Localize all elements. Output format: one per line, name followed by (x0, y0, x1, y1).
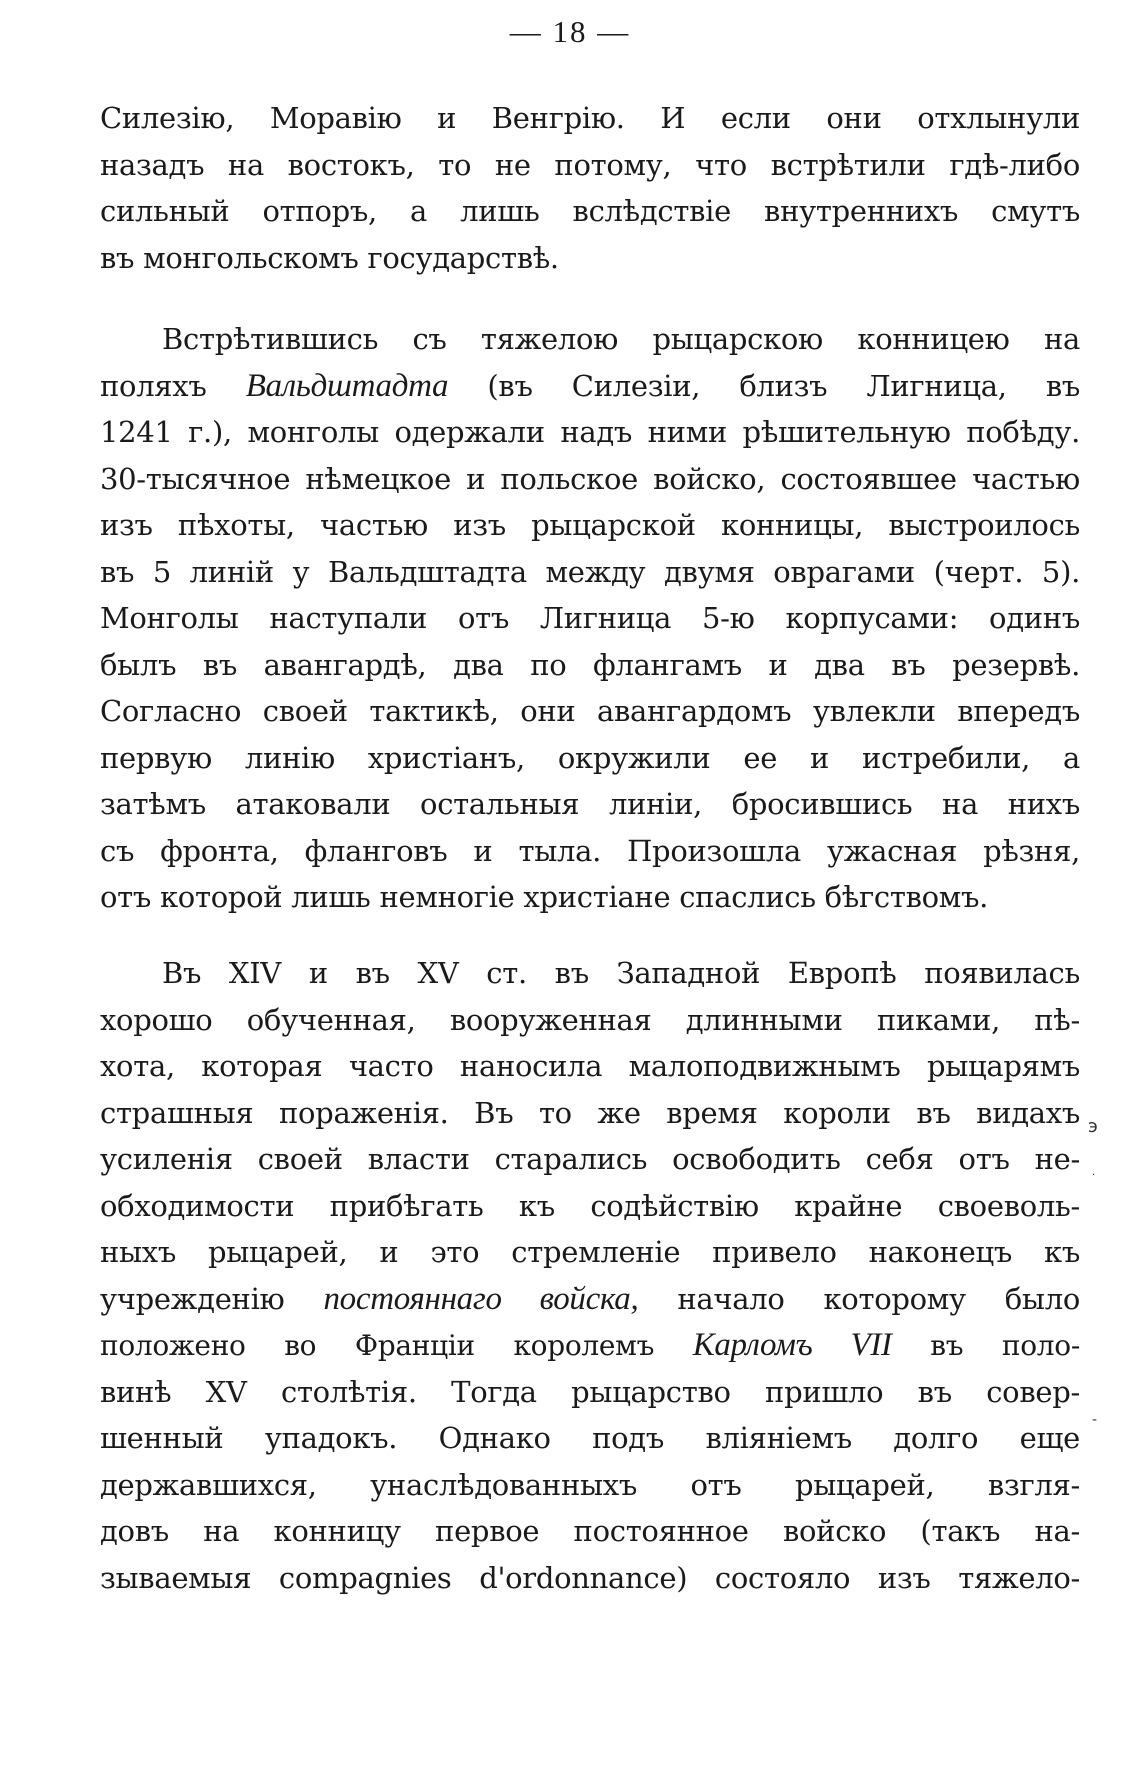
margin-mark: э (1088, 1116, 1098, 1137)
margin-mark: · (1092, 1170, 1096, 1181)
text-line: первую линію христіанъ, окружили ее и истребили, а (100, 740, 1080, 775)
italic-king-name: Карломъ VII (692, 1327, 892, 1363)
text-line: хота, которая часто наносила малоподвижнымъ рыцарямъ (100, 1049, 1080, 1083)
text-line: изъ пѣхоты, частью изъ рыцарской конницы, выстроилось (100, 508, 1080, 542)
text-line: Силезію, Моравію и Венгрію. И если они отхлынули (100, 101, 1080, 135)
paragraph-1 (100, 95, 1080, 281)
text-fragment: въ поло- (891, 1329, 1080, 1362)
text-line: усиленія своей власти старались освободить себя отъ не- (100, 1142, 1080, 1176)
text-line: страшныя пораженія. Въ то же время короли въ видахъ (100, 1095, 1080, 1130)
italic-term: постояннаго войска, (323, 1280, 639, 1317)
text-fragment: начало которому было (638, 1281, 1080, 1316)
text-line: съ фронта, фланговъ и тыла. Произошла ужасная рѣзня, (100, 833, 1080, 868)
text-line: 1241 г.), монголы одержали надъ ними рѣшительную побѣду. (100, 415, 1080, 449)
text-line: назадъ на востокъ, то не потому, что встрѣтили гдѣ-либо (100, 147, 1080, 182)
text-fragment: поляхъ (100, 368, 246, 403)
text-line: Встрѣтившись съ тяжелою рыцарскою конницею на (162, 322, 1080, 356)
text-line: отъ которой лишь немногіе христіане спаслись бѣгствомъ. (100, 880, 989, 914)
text-fragment: (въ Силезіи, близъ Лигница, въ (448, 368, 1080, 403)
text-line: хорошо обученная, вооруженная длинными пиками, пѣ- (100, 1002, 1080, 1037)
text-fragment: учрежденію (100, 1281, 324, 1316)
paragraph-2 (100, 316, 1080, 921)
text-line: Монголы наступали отъ Лигница 5-ю корпусами: одинъ (100, 601, 1080, 635)
page-number: — 18 — (509, 14, 631, 49)
text-line: въ монгольскомъ государствѣ. (100, 240, 559, 275)
text-line: довъ на конницу первое постоянное войско (такъ на- (100, 1514, 1080, 1548)
text-line: въ 5 линій у Вальдштадта между двумя оврагами (черт. 5). (100, 554, 1080, 589)
text-line: шенный упадокъ. Однако подъ вліяніемъ долго еще (100, 1421, 1080, 1455)
paragraph-3 (100, 950, 1080, 1601)
margin-mark: - (1092, 1412, 1098, 1428)
text-fragment: положено во Франціи королемъ (100, 1329, 693, 1362)
text-line: 30-тысячное нѣмецкое и польское войско, состоявшее частью (100, 461, 1080, 496)
text-line: Въ XIV и въ XV ст. въ Западной Европѣ появилась (162, 956, 1080, 990)
text-line: ныхъ рыцарей, и это стремленіе привело наконецъ къ (100, 1235, 1080, 1269)
text-line-with-italic (100, 1322, 1080, 1369)
text-line: Согласно своей тактикѣ, они авангардомъ увлекли впередъ (100, 694, 1080, 728)
text-line: обходимости прибѣгать къ содѣйствію крайне своеволь- (100, 1188, 1080, 1223)
text-line: сильный отпоръ, а лишь вслѣдствіе внутреннихъ смутъ (100, 194, 1080, 228)
text-line: зываемыя compagnies d'ordonnance) состояло изъ тяжело- (100, 1560, 1080, 1595)
text-line-with-italic (100, 1276, 1080, 1323)
italic-place-name: Вальдштадта (245, 367, 449, 404)
text-line: былъ въ авангардѣ, два по флангамъ и два въ резервѣ. (100, 647, 1080, 682)
text-line: винѣ XV столѣтія. Тогда рыцарство пришло въ совер- (100, 1374, 1080, 1409)
text-line: державшихся, унаслѣдованныхъ отъ рыцарей, взгля- (100, 1467, 1080, 1502)
text-line-with-italic (100, 363, 1080, 410)
text-line: затѣмъ атаковали остальныя линіи, бросившись на нихъ (100, 787, 1080, 821)
